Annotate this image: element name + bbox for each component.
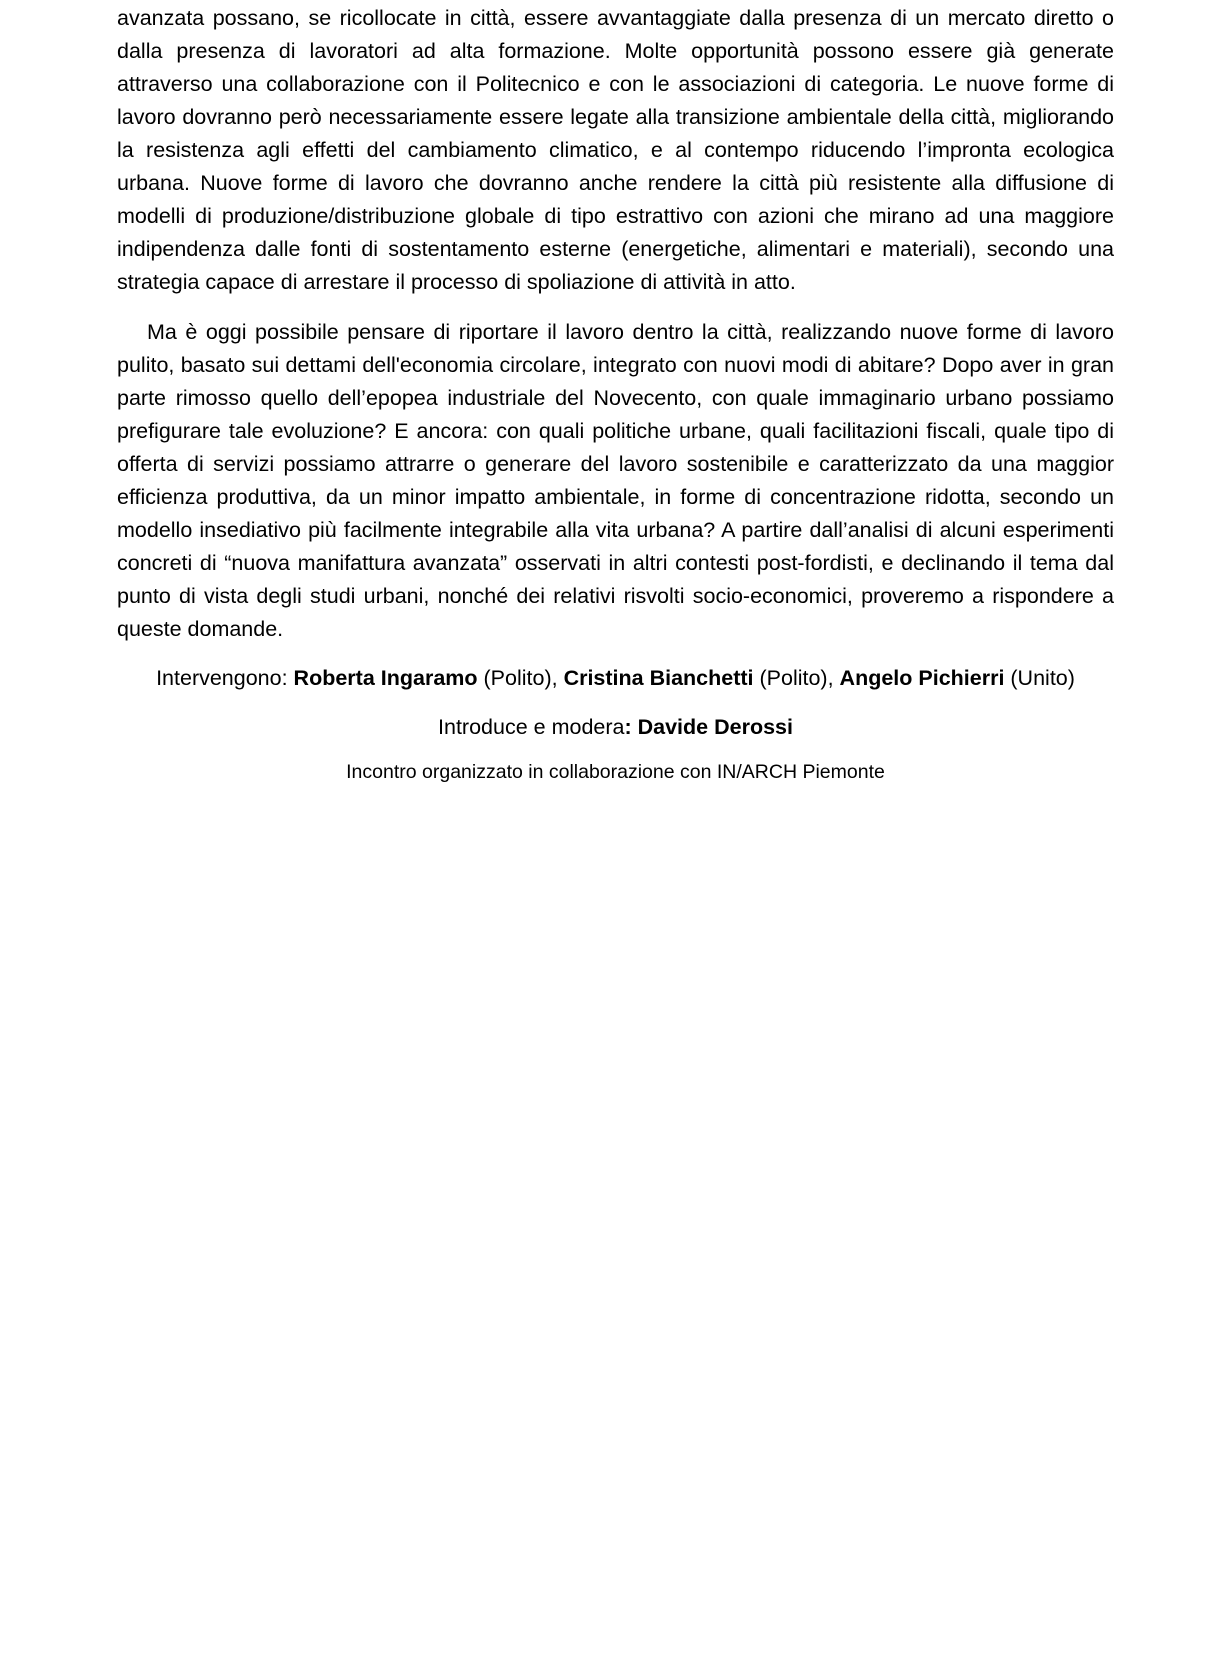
- speaker-affiliation: (Polito): [477, 666, 552, 690]
- speaker-affiliation: (Unito): [1004, 666, 1075, 690]
- moderator-line: [117, 711, 1114, 744]
- speaker-separator: ,: [551, 666, 564, 690]
- speaker-name: Roberta Ingaramo: [293, 666, 478, 690]
- speaker-name: Angelo Pichierri: [839, 666, 1005, 690]
- moderator-intro: Introduce e modera: [438, 715, 625, 739]
- speaker-name: Cristina Bianchetti: [563, 666, 754, 690]
- paragraph-1: avanzata possano, se ricollocate in città, essere avvantaggiate dalla presenza di un mercato diretto o dalla presenza di lavoratori ad alta formazione. Molte opportunità possono essere già generate attraverso una collaborazione con il Politecnico e con le associazioni di categoria. Le nuove forme di lavoro dovranno però necessariamente essere legate alla transizione ambientale della città, migliorando la resistenza agli effetti del cambiamento climatico, e al contempo riducendo l’impronta ecologica urbana. Nuove forme di lavoro che dovranno anche rendere la città più resistente alla diffusione di modelli di produzione/distribuzione globale di tipo estrattivo con azioni che mirano ad una maggiore indipendenza dalle fonti di sostentamento esterne (energetiche, alimentari e materiali), secondo una strategia capace di arrestare il processo di spoliazione di attività in atto.: [117, 6, 1114, 294]
- speakers-line: [117, 662, 1114, 695]
- speaker-separator: ,: [827, 666, 840, 690]
- document-body: [117, 2, 1114, 787]
- moderator-name: : Davide Derossi: [624, 715, 793, 739]
- speakers-intro: Intervengono:: [156, 666, 294, 690]
- organizer-note: Incontro organizzato in collaborazione con IN/ARCH Piemonte: [346, 761, 885, 783]
- speaker-affiliation: (Polito): [753, 666, 828, 690]
- paragraph-2: Ma è oggi possibile pensare di riportare il lavoro dentro la città, realizzando nuove forme di lavoro pulito, basato sui dettami dell'economia circolare, integrato con nuovi modi di abitare? Dopo aver in gran parte rimosso quello dell’epopea industriale del Novecento, con quale immaginario urbano possiamo prefigurare tale evoluzione? E ancora: con quali politiche urbane, quali facilitazioni fiscali, quale tipo di offerta di servizi possiamo attrarre o generare del lavoro sostenibile e caratterizzato da una maggior efficienza produttiva, da un minor impatto ambientale, in forme di concentrazione ridotta, secondo un modello insediativo più facilmente integrabile alla vita urbana? A partire dall’analisi di alcuni esperimenti concreti di “nuova manifattura avanzata” osservati in altri contesti post-fordisti, e declinando il tema dal punto di vista degli studi urbani, nonché dei relativi risvolti socio-economici, proveremo a rispondere a queste domande.: [117, 320, 1114, 641]
